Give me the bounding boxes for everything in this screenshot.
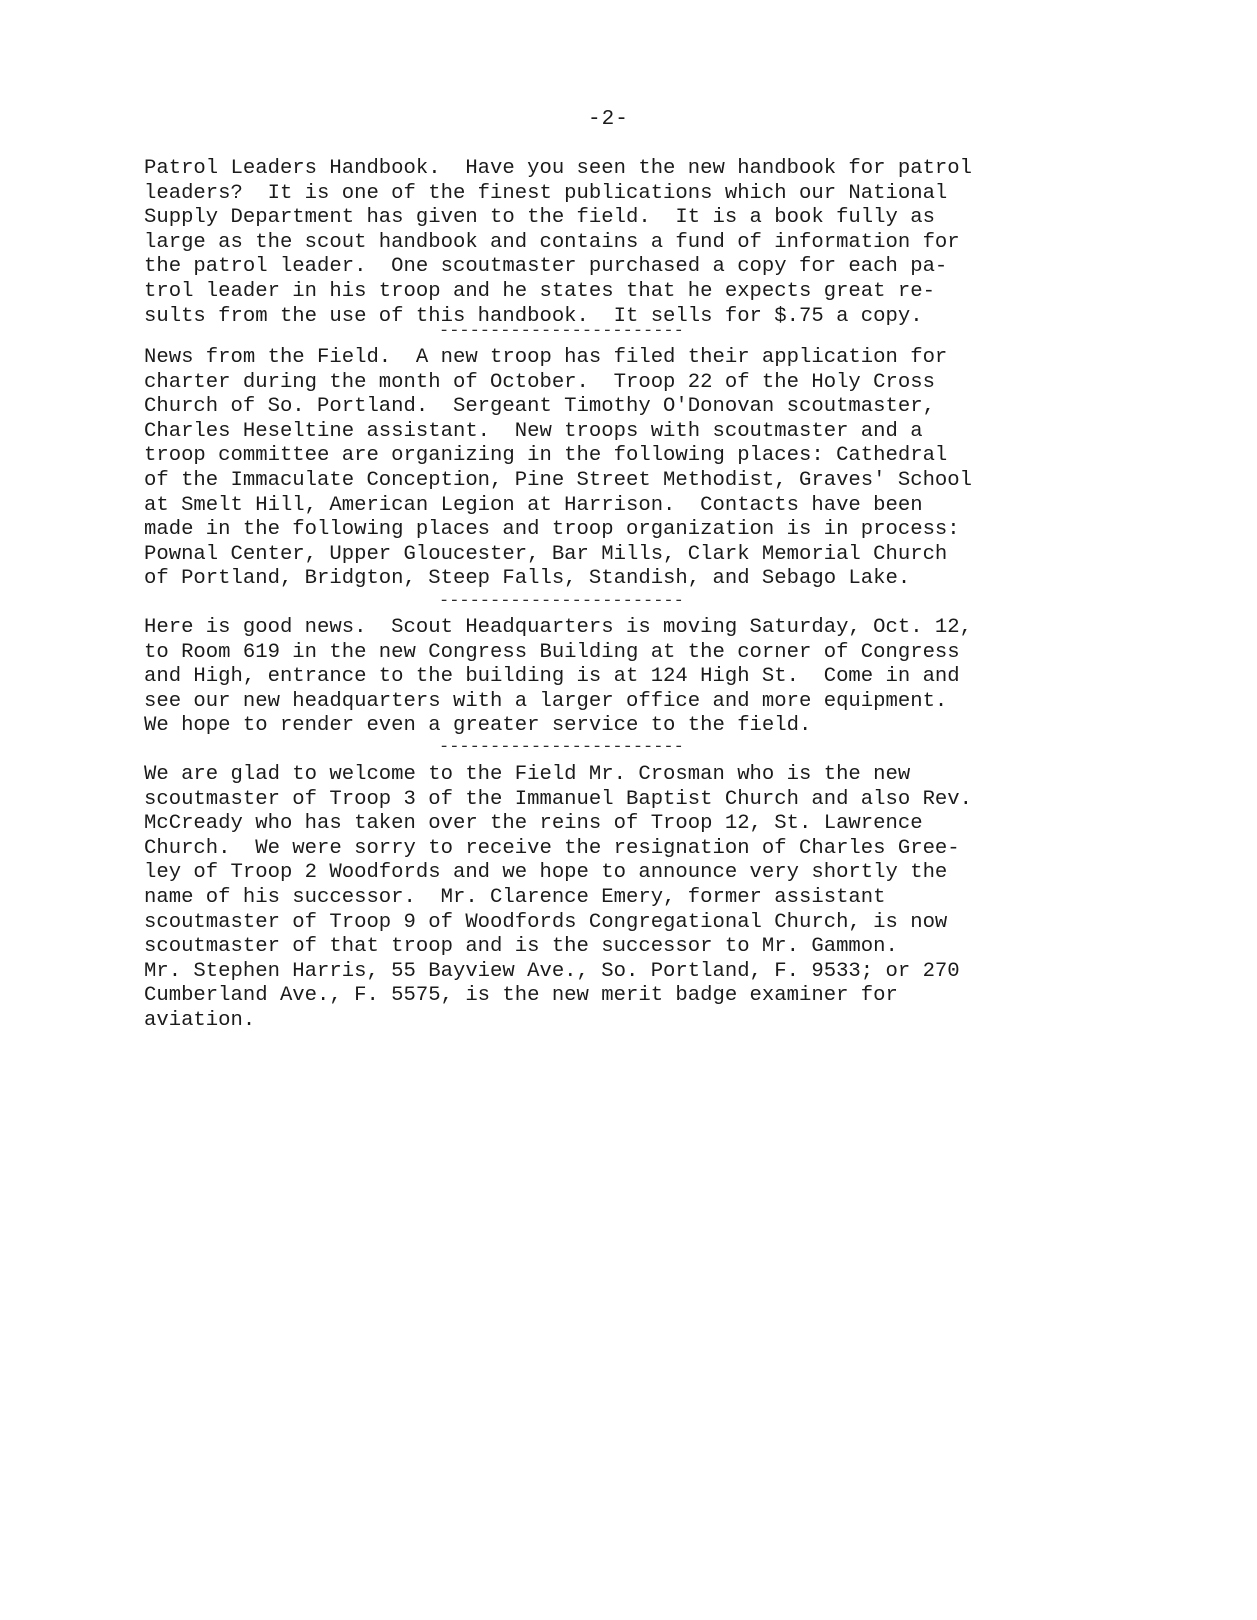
text-line: the patrol leader. One scoutmaster purchased a copy for each pa- [144,255,948,279]
text-line: We hope to render even a greater service to the field. [144,714,812,738]
text-line: charter during the month of October. Troop 22 of the Holy Cross [144,370,935,394]
text-line: of Portland, Bridgton, Steep Falls, Standish, and Sebago Lake. [144,567,911,591]
text-line: Charles Heseltine assistant. New troops with scoutmaster and a [144,419,923,443]
text-line: aviation. [144,1008,256,1032]
paragraph-news-from-the-field [144,346,1144,592]
text-line: scoutmaster of Troop 3 of the Immanuel Baptist Church and also Rev. [144,787,973,811]
text-line: at Smelt Hill, American Legion at Harrison. Contacts have been [144,493,923,517]
section-separator: ------------------------ [439,592,684,611]
text-line: McCready who has taken over the reins of Troop 12, St. Lawrence [144,812,923,836]
text-line: Church of So. Portland. Sergeant Timothy O'Donovan scoutmaster, [144,395,935,419]
paragraph-welcome-new-leaders [144,763,1144,1034]
text-line: name of his successor. Mr. Clarence Emery, former assistant [144,885,886,909]
text-line: Supply Department has given to the field. It is a book fully as [144,206,935,230]
text-line: see our new headquarters with a larger office and more equipment. [144,689,948,713]
text-line: ley of Troop 2 Woodfords and we hope to announce very shortly the [144,861,948,885]
text-line: of the Immaculate Conception, Pine Street Methodist, Graves' School [144,468,973,492]
section-separator: ------------------------ [439,322,684,341]
text-line: scoutmaster of Troop 9 of Woodfords Congregational Church, is now [144,910,948,934]
text-line: trol leader in his troop and he states that he expects great re- [144,279,935,303]
text-line: Cumberland Ave., F. 5575, is the new merit badge examiner for [144,984,898,1008]
text-line: Pownal Center, Upper Gloucester, Bar Mills, Clark Memorial Church [144,542,948,566]
paragraph-patrol-leaders-handbook [144,157,1144,329]
text-line: Church. We were sorry to receive the resignation of Charles Gree- [144,836,960,860]
text-line: Here is good news. Scout Headquarters is moving Saturday, Oct. 12, [144,616,973,639]
paragraph-headquarters-moving [144,616,1144,739]
text-line: We are glad to welcome to the Field Mr. Crosman who is the new [144,763,911,786]
text-line: and High, entrance to the building is at 124 High St. Come in and [144,665,960,689]
text-line: sults from the use of this handbook. It sells for $.75 a copy. [144,304,923,328]
section-separator: ------------------------ [439,738,684,757]
text-line: large as the scout handbook and contains a fund of information for [144,230,960,254]
text-line: Mr. Stephen Harris, 55 Bayview Ave., So. Portland, F. 9533; or 270 [144,959,960,983]
text-line: Patrol Leaders Handbook. Have you seen the new handbook for patrol [144,157,973,180]
page-number: -2- [588,108,629,131]
text-line: News from the Field. A new troop has filed their application for [144,346,948,369]
text-line: troop committee are organizing in the following places: Cathedral [144,444,948,468]
text-line: scoutmaster of that troop and is the successor to Mr. Gammon. [144,935,898,959]
text-line: leaders? It is one of the finest publications which our National [144,181,948,205]
text-line: to Room 619 in the new Congress Building at the corner of Congress [144,640,960,664]
text-line: made in the following places and troop organization is in process: [144,518,960,542]
